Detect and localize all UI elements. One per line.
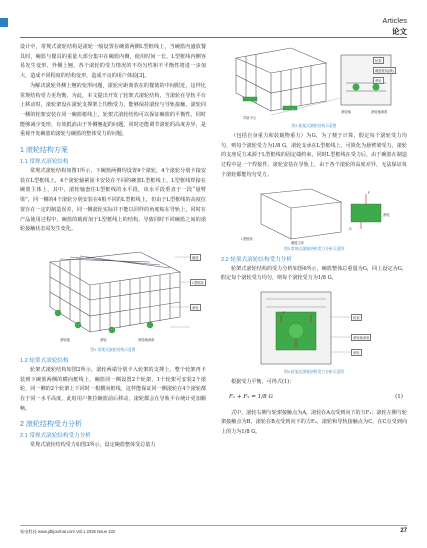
subsection-heading: 1.1 常规式滚轮结构 [20,159,69,166]
formula-number: (1) [395,393,403,400]
formula-1 [221,392,407,404]
formula-expression: F₁ + F₂ = 1/8 G [229,393,273,400]
figure-label: 滚轮 [100,337,107,342]
section-heading: 1 滚轮结构方案 [20,147,68,155]
figure-label: L型框线 [192,280,204,285]
figure-label: 滚轮轴承座 [371,110,388,114]
section-heading: 2 滚轮结构受力分析 [20,421,82,429]
subsection-heading: 2.2 轮架式滚轮结构受力分析 [221,256,292,263]
right-column [221,43,407,438]
paragraph: 为解决滚轮外侧上翘的变形问题，滚轮应距离放在的餐篮的中间附近，这样比常规结构受力更均衡，为此，本文提出开发了轮架式滚轮结构，当滚轮在导轨平台上移动时，滚轮架设在滚轮支撑架上均衡受力，能够保持滚轮与导轨接触，滚轮同一侧的轮架安装在同一碗篮框线上，轮架式滚轮结构可以保证碗篮的平衡性，同时能够减少变形，有效抵消由于外侧翘起的问题，同时还能调节滚轮的高度差异，是重视开发碗篮的滚轮与碗篮的整体受力的问题。 [20,82,206,138]
figure-1-drawing [20,237,206,347]
figure-label: F [368,190,371,195]
paragraph: 设计中，常规式滚轮结构是滚轮一般设置在碗篮两侧L型框线上，当碗篮内盛放餐具时，碗篮与餐具的重量大部分集中在碗篮内侧，使用时间一长，L型框线内侧容易发生变形、外侧上翘，各个滚轮的受力情况的不均匀性和不平衡性将进一步加大，造成不同程度的结构变形，造成不良的用户体验[3]。 [20,44,206,80]
header-rule [20,37,407,38]
figure-label: 导轨平台 [243,116,257,120]
figure-caption: 图1 常规式滚轮结构示意图 [90,347,136,352]
figure-3 [221,184,407,246]
page-number: 27 [400,528,407,534]
section-label-zh: 论文 [392,27,407,36]
figure-caption: 图2 轮架式滚轮结构示意图 [291,124,337,128]
figure-2 [221,43,407,123]
paragraph: 根据受力平衡，可得式(1)： [231,378,295,385]
figure-4 [221,287,407,369]
paragraph: 常规式滚轮结构受力如图3所示，设定碗篮整体受总量力 [30,442,156,449]
subsection-heading: 1.2 轮架式滚轮结构 [20,357,69,364]
figure-label: 滚轮轴 [60,337,70,342]
figure-label: F [283,310,286,315]
subsection-heading: 2.1 常规式滚轮结构受力分析 [20,433,91,440]
header-accent-bar [0,18,8,27]
figure-4-drawing [221,287,407,369]
figure-label: 滚轮轴承座 [353,335,370,340]
figure-label: 滚轮 [383,212,390,217]
figure-label: 轮架 [353,315,360,320]
figure-label: 碗篮框线(横) [375,69,394,73]
figure-label: 碗篮主体 [291,240,305,245]
paragraph: 轮架式滚轮结构的受力分析如图4所示，碗篮整体总重量为G，同上设定为G，假定每个滚轮受力均匀，则每个滚轮受力为1/8 G。 [221,265,407,282]
figure-label: 滚轮轴 [341,110,351,114]
figure-1 [20,237,206,347]
paragraph: 常规式滚轮结构如图1所示，下碗篮两侧均设置4个滚轮，4个滚轮分别卡接安装在L型框线上，4个滚轮轴紧固卡安装在不同的碗篮L型框线上，L型框线焊接在碗篮主体上，其中，滚轮轴套住L型框线的水平段，该水平段垂直于一段“悬臂梁”，同一侧的4个滚轮分别安装在4根不同的L型框线上，但由于L型框线的高度位置存在一定的制造误差，同一侧滚轮实际并不能以同样的角度贴在导轨上，同时在产品使用过程中，碗篮的载荷加于L型框线上的结构，导致同时不同碗篮之间的滚轮接触状态易发生变化。 [20,168,206,233]
section-label-en: Articles [382,16,407,25]
figure-label: 碗篮 [192,255,199,260]
figure-label: 滚轮 [192,305,199,310]
figure-label: 滚轮轴承座 [138,337,155,342]
figure-label: 轮架 [375,59,382,63]
footer-text: 家电科技 www.jdkjournal.com Vol.1 2025 Issue 432 [20,529,116,534]
figure-caption: 图4 轮架式滚轮结构受力分析示意图 [283,369,345,374]
paragraph: （包括自身重力和装载物重力）为G，为了便于计算，假定每个滚轮受力均匀，则每个滚轮受力为1/8 G，滚轮支承在L型框线上，可简化为悬臂梁受力，滚轮的支座反力来源于L型框线的固定端约束，同时L型框线在受力后，由于碗篮在制造过程中是一个焊接件，滚轮安装在导轨上，由于各个滚轮的高度差异，无法保证每个滚轮都能均匀受力。 [221,133,407,178]
paragraph: 式中，滚轮右侧与轮架接触点为A，滚轮在A点受到向下的力F₁；滚轮左侧与轮架接触点为B，滚轮在B点受到向下的力F₂，滚轮和导轨接触点为C，在C点受到向上的力为1/8 G。 [221,409,407,436]
figure-label: 滚轮 [375,79,382,83]
left-column [20,43,206,451]
figure-label: L型框线 [241,236,253,241]
figure-caption: 图3 常规式滚轮结构受力分析示意图 [283,246,345,251]
figure-label: G [349,226,352,231]
paragraph: 轮架式滚轮结构如图2所示，滚轮两端分别卡入轮架的支撑上，整个轮架再卡装到下碗篮两侧的横向框线上，碗篮同一侧设置2个轮架，1个轮架可安装2个滚轮，同一侧的2个轮架上下同时一根横向框线，这样能保证同一侧滚轮在4个滚轮都在于同一水平高度，此时用户推拉碗篮前后移动，滚轮都会在导轨平台统计更加顺畅。 [20,366,206,412]
figure-label: 滚轮 [353,350,360,355]
footer-rule [20,525,407,526]
